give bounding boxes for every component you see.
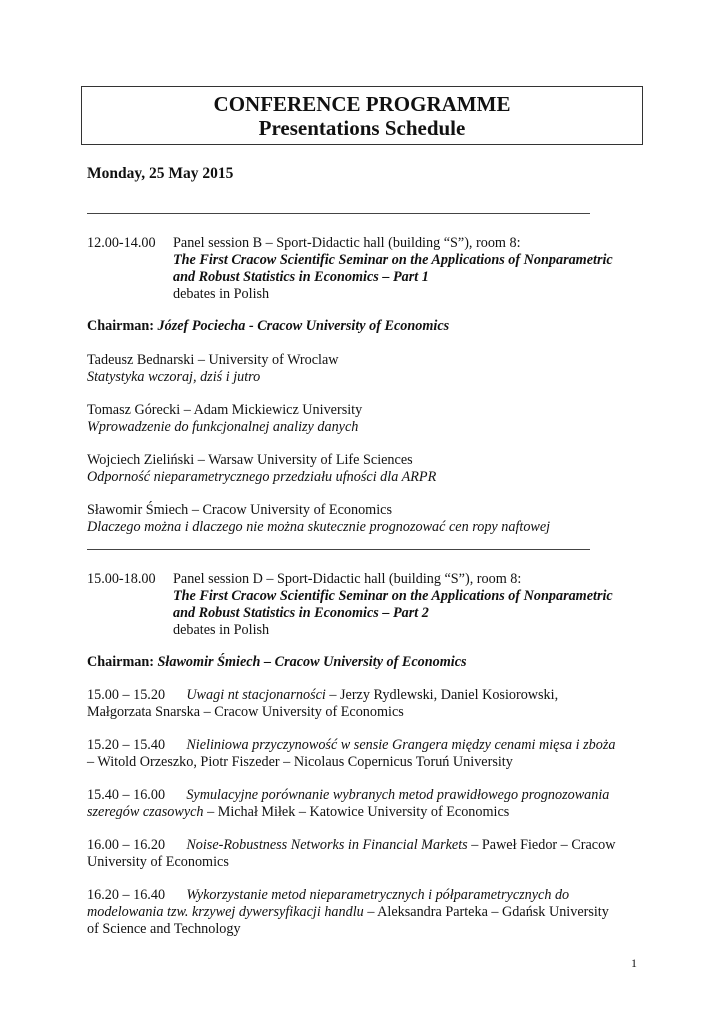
- talk-affiliation: of Science and Technology: [87, 921, 241, 937]
- talk-speakers: – Paweł Fiedor – Cracow: [467, 837, 616, 853]
- talk-time: 15.00 – 15.20: [87, 687, 166, 703]
- divider-line: [87, 213, 590, 214]
- talk-affiliation: Małgorzata Snarska – Cracow University of Economics: [87, 704, 404, 720]
- chairman-name: Sławomir Śmiech – Cracow University of Economics: [157, 654, 467, 670]
- talk-time: 16.00 – 16.20: [87, 837, 166, 853]
- session-chairman: [87, 654, 647, 671]
- talk-title: Wykorzystanie metod nieparametrycznych i półparametrycznych do: [186, 887, 570, 903]
- session-time: 12.00-14.00: [87, 235, 156, 251]
- talk-time: 15.40 – 16.00: [87, 787, 166, 803]
- talk-title: Symulacyjne porównanie wybranych metod prawidłowego prognozowania: [186, 787, 610, 803]
- talk-title: Statystyka wczoraj, dziś i jutro: [87, 369, 261, 385]
- talk-item: [87, 687, 647, 721]
- talk-affiliation: University of Economics: [87, 854, 229, 870]
- session-language: debates in Polish: [173, 622, 270, 638]
- talk-item: [87, 502, 647, 536]
- session-title-line: and Robust Statistics in Economics – Part 2: [173, 605, 429, 621]
- talk-title: Uwagi nt stacjonarności: [186, 687, 326, 703]
- talk-item: [87, 452, 647, 486]
- talk-speakers: – Jerzy Rydlewski, Daniel Kosiorowski,: [325, 687, 559, 703]
- session-title-line: The First Cracow Scientific Seminar on the Applications of Nonparametric: [173, 588, 613, 604]
- session-venue: Panel session B – Sport-Didactic hall (building “S”), room 8:: [173, 235, 521, 251]
- talk-speakers: – Aleksandra Parteka – Gdańsk University: [363, 904, 609, 920]
- session-time: 15.00-18.00: [87, 571, 156, 587]
- chairman-label: Chairman:: [87, 318, 154, 334]
- divider-line: [87, 549, 590, 550]
- session-title-line: and Robust Statistics in Economics – Part 1: [173, 269, 429, 285]
- talk-speaker: Tomasz Górecki – Adam Mickiewicz University: [87, 402, 363, 418]
- title-box: [81, 86, 643, 145]
- talk-item: [87, 837, 647, 871]
- talk-item: [87, 737, 647, 771]
- page-number: 1: [631, 956, 637, 970]
- talk-speaker: Tadeusz Bednarski – University of Wroclaw: [87, 352, 339, 368]
- talk-item: [87, 352, 647, 386]
- page-title: CONFERENCE PROGRAMME: [213, 92, 511, 116]
- talk-title-cont: modelowania tzw. krzywej dywersyfikacji handlu: [87, 904, 364, 920]
- session-title-line: The First Cracow Scientific Seminar on the Applications of Nonparametric: [173, 252, 613, 268]
- chairman-label: Chairman:: [87, 654, 154, 670]
- talk-item: [87, 887, 647, 938]
- talk-title: Odporność nieparametrycznego przedziału ufności dla ARPR: [87, 469, 437, 485]
- talk-item: [87, 402, 647, 436]
- talk-speaker: Wojciech Zieliński – Warsaw University of Life Sciences: [87, 452, 413, 468]
- talk-speaker: Sławomir Śmiech – Cracow University of Economics: [87, 502, 392, 518]
- talk-speakers: – Witold Orzeszko, Piotr Fiszeder – Nicolaus Copernicus Toruń University: [87, 754, 513, 770]
- schedule-date: Monday, 25 May 2015: [87, 165, 234, 182]
- talk-time: 16.20 – 16.40: [87, 887, 166, 903]
- talk-title: Nieliniowa przyczynowość w sensie Grangera między cenami mięsa i zboża: [186, 737, 616, 753]
- talk-time: 15.20 – 15.40: [87, 737, 166, 753]
- talk-title: Dlaczego można i dlaczego nie można skutecznie prognozować cen ropy naftowej: [87, 519, 551, 535]
- session-venue: Panel session D – Sport-Didactic hall (building “S”), room 8:: [173, 571, 522, 587]
- talk-title: Noise-Robustness Networks in Financial Markets: [186, 837, 468, 853]
- chairman-name: Józef Pociecha - Cracow University of Economics: [157, 318, 450, 334]
- talk-speakers: – Michał Miłek – Katowice University of Economics: [203, 804, 510, 820]
- talk-title: Wprowadzenie do funkcjonalnej analizy danych: [87, 419, 359, 435]
- session-language: debates in Polish: [173, 286, 270, 302]
- talk-item: [87, 787, 647, 821]
- page-subtitle: Presentations Schedule: [258, 116, 466, 140]
- talk-title-cont: szeregów czasowych: [87, 804, 204, 820]
- session-chairman: [87, 318, 647, 335]
